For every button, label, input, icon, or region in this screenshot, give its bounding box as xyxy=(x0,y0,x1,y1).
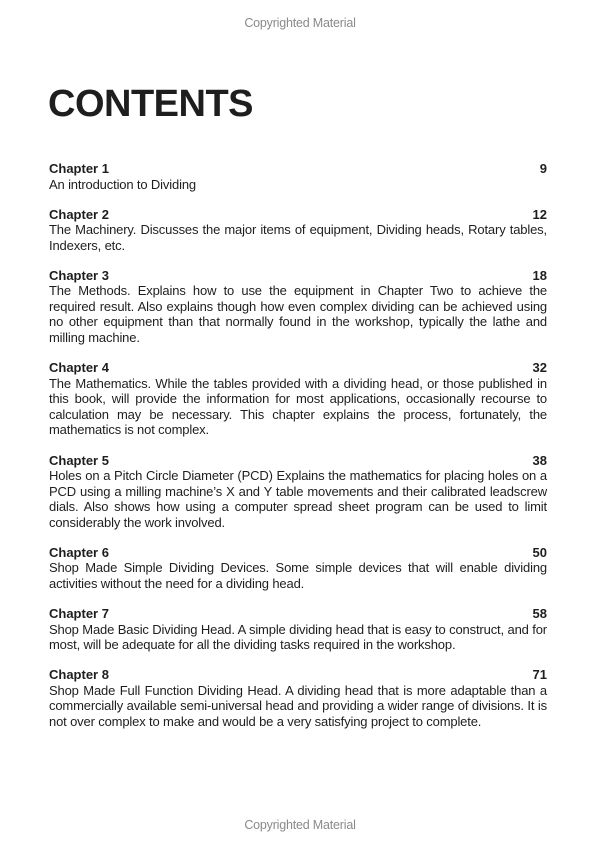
toc-entry-header xyxy=(49,161,547,177)
copyright-watermark-bottom: Copyrighted Material xyxy=(244,818,356,832)
toc-entry-chapter-7[interactable] xyxy=(49,606,547,653)
page-number: 9 xyxy=(539,161,547,176)
chapter-description: Shop Made Simple Dividing Devices. Some simple devices that will enable dividing activities without the need for a dividing head. xyxy=(49,560,547,591)
table-of-contents xyxy=(49,161,547,744)
toc-entry-header xyxy=(49,360,547,376)
copyright-watermark-top: Copyrighted Material xyxy=(244,16,356,30)
chapter-description: Shop Made Full Function Dividing Head. A dividing head that is more adaptable than a commercially available semi-universal head and providing a wider range of divisions. It is not over complex to make and would be a very satisfying project to complete. xyxy=(49,682,547,729)
chapter-label: Chapter 1 xyxy=(49,161,109,176)
chapter-description: An introduction to Dividing xyxy=(49,176,196,192)
toc-entry-header xyxy=(49,268,547,284)
chapter-description: The Methods. Explains how to use the equipment in Chapter Two to achieve the required result. Also explains though how even complex dividing can be achieved using no other equipment than that normally found in the workshop, typically the lathe and milling machine. xyxy=(49,283,547,346)
chapter-label: Chapter 3 xyxy=(49,267,109,283)
toc-entry-chapter-5[interactable] xyxy=(49,453,547,531)
page-number: 32 xyxy=(532,360,547,376)
chapter-description: Holes on a Pitch Circle Diameter (PCD) Explains the mathematics for placing holes on a PCD using a milling machine’s X and Y table movements and their calibrated leadscrew dials. Also shows how using a computer spread sheet program can be used to limit considerably the work involved. xyxy=(49,468,547,530)
chapter-label: Chapter 5 xyxy=(49,452,109,468)
toc-entry-chapter-6[interactable] xyxy=(49,545,547,592)
page-number: 18 xyxy=(532,267,547,283)
chapter-description: The Machinery. Discusses the major items of equipment, Dividing heads, Rotary tables, Indexers, etc. xyxy=(49,222,547,253)
page-number: 50 xyxy=(532,544,547,560)
toc-entry-chapter-4[interactable] xyxy=(49,360,547,438)
toc-entry-header xyxy=(49,606,547,622)
page-number: 38 xyxy=(532,452,547,468)
toc-entry-chapter-2[interactable] xyxy=(49,207,547,254)
chapter-description: The Mathematics. While the tables provided with a dividing head, or those published in this book, will provide the information for most applications, occasionally recourse to calculation may be necessary. This chapter explains the process, fortunately, the mathematics is not complex. xyxy=(49,375,547,438)
page-number: 12 xyxy=(532,206,547,222)
page-title: CONTENTS xyxy=(48,83,253,125)
toc-entry-chapter-8[interactable] xyxy=(49,667,547,729)
toc-entry-header xyxy=(49,545,547,561)
chapter-description: Shop Made Basic Dividing Head. A simple dividing head that is easy to construct, and for most, will be adequate for all the dividing tasks required in the workshop. xyxy=(49,621,547,653)
chapter-label: Chapter 6 xyxy=(49,544,109,560)
chapter-label: Chapter 7 xyxy=(49,606,109,622)
chapter-label: Chapter 2 xyxy=(49,206,109,222)
toc-entry-chapter-1[interactable] xyxy=(49,161,547,192)
toc-entry-chapter-3[interactable] xyxy=(49,268,547,346)
toc-entry-header xyxy=(49,453,547,469)
page-number: 58 xyxy=(532,606,547,622)
toc-entry-header xyxy=(49,667,547,683)
chapter-label: Chapter 4 xyxy=(49,360,109,376)
page-number: 71 xyxy=(532,667,547,683)
chapter-label: Chapter 8 xyxy=(49,667,109,683)
toc-entry-header xyxy=(49,207,547,223)
